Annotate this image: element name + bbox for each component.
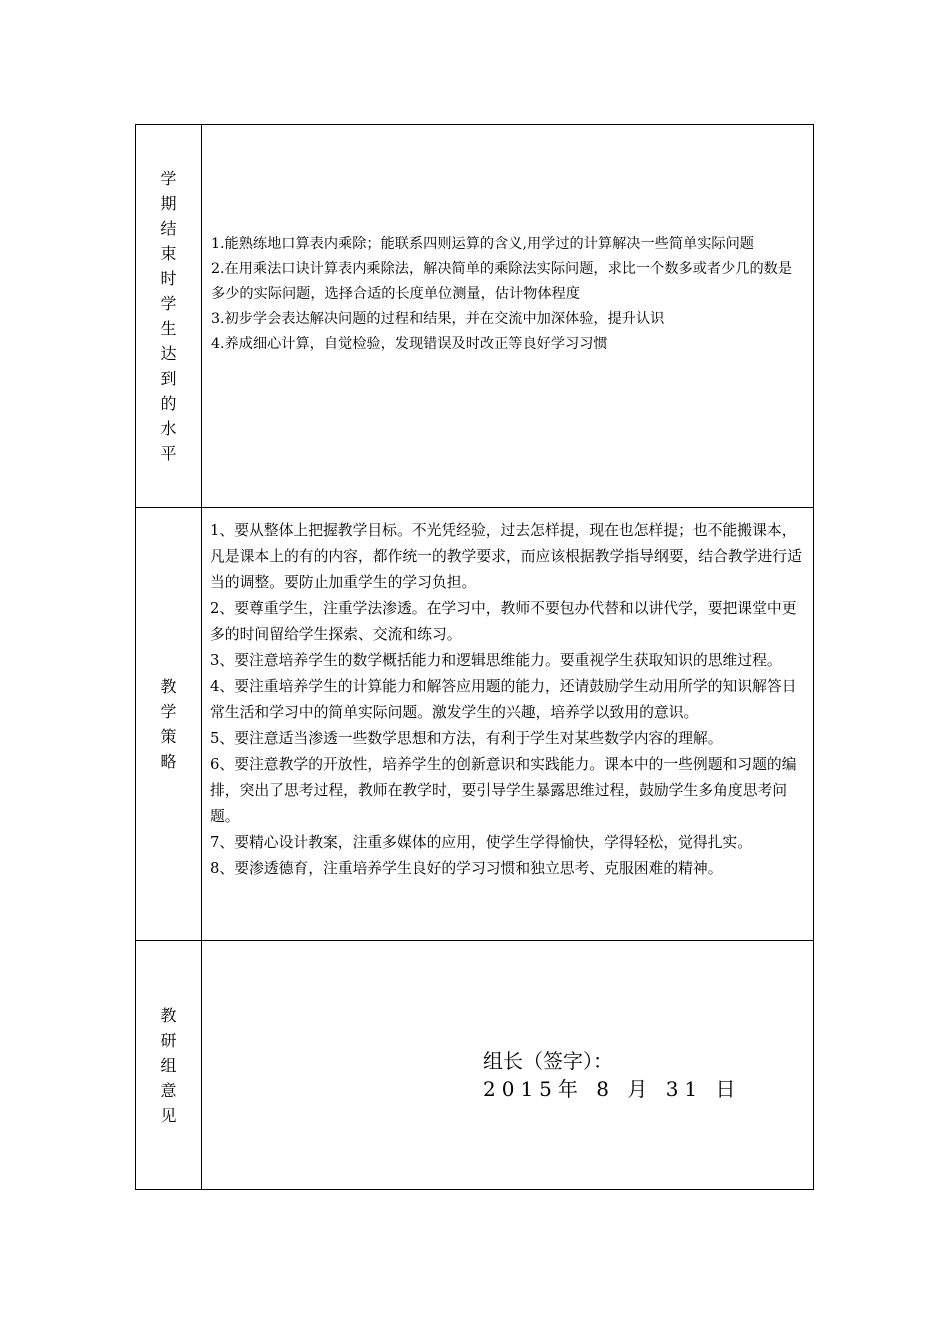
strategy-item-8: 8、要渗透德育，注重培养学生良好的学习习惯和独立思考、克服困难的精神。 (210, 860, 723, 877)
row-label-cell (136, 508, 202, 940)
level-item-1: 1.能熟练地口算表内乘除；能联系四则运算的含义,用学过的计算解决一些简单实际问题 (211, 236, 754, 252)
label-research-opinion: 教研组意见 (160, 1005, 177, 1125)
level-item-3: 3.初步学会表达解决问题的过程和结果，并在交流中加深体验，提升认识 (211, 311, 665, 327)
row-student-level (136, 125, 813, 508)
level-item-2: 2.在用乘法口诀计算表内乘除法，解决简单的乘除法实际问题，求比一个数多或者少几的数是多少的实际问题，选择合适的长度单位测量，估计物体程度 (211, 261, 793, 302)
plan-table (135, 124, 814, 1190)
strategy-item-5: 5、要注意适当渗透一些数学思想和方法，有利于学生对某些数学内容的理解。 (210, 730, 723, 747)
strategy-item-4: 4、要注重培养学生的计算能力和解答应用题的能力，还请鼓励学生动用所学的知识解答日常生活和学习中的简单实际问题。激发学生的兴趣，培养学以致用的意识。 (210, 678, 797, 721)
strategy-item-6: 6、要注意教学的开放性，培养学生的创新意识和实践能力。课本中的一些例题和习题的编排，突出了思考过程，教师在教学时，要引导学生暴露思维过程，鼓励学生多角度思考问题。 (210, 756, 797, 825)
row-teaching-strategy (136, 508, 813, 941)
strategy-item-3: 3、要注意培养学生的数学概括能力和逻辑思维能力。要重视学生获取知识的思维过程。 (210, 652, 782, 669)
student-level-content (202, 125, 813, 507)
strategy-item-7: 7、要精心设计教案，注重多媒体的应用，使学生学得愉快，学得轻松，觉得扎实。 (210, 834, 753, 851)
date-line: 2015年 8 月 31 日 (483, 1077, 742, 1101)
research-opinion-content (202, 941, 813, 1189)
label-teaching-strategy: 教学策略 (160, 677, 177, 771)
row-label-cell (136, 125, 202, 507)
row-label-cell (136, 941, 202, 1189)
teaching-strategy-content (202, 508, 813, 940)
row-research-opinion (136, 941, 813, 1189)
signature-line: 组长（签字）： (483, 1049, 613, 1073)
level-item-4: 4.养成细心计算，自觉检验，发现错误及时改正等良好学习习惯 (211, 336, 608, 352)
strategy-item-1: 1、要从整体上把握教学目标。不光凭经验，过去怎样提，现在也怎样提；也不能搬课本，凡是课本上的有的内容，都作统一的教学要求，而应该根据教学指导纲要，结合教学进行适当的调整。要防止加重学生的学习负担。 (210, 522, 802, 591)
label-student-level: 学期结束时学生达到的水平 (160, 169, 177, 463)
strategy-item-2: 2、要尊重学生，注重学法渗透。在学习中，教师不要包办代替和以讲代学，要把课堂中更多的时间留给学生探索、交流和练习。 (210, 600, 797, 643)
